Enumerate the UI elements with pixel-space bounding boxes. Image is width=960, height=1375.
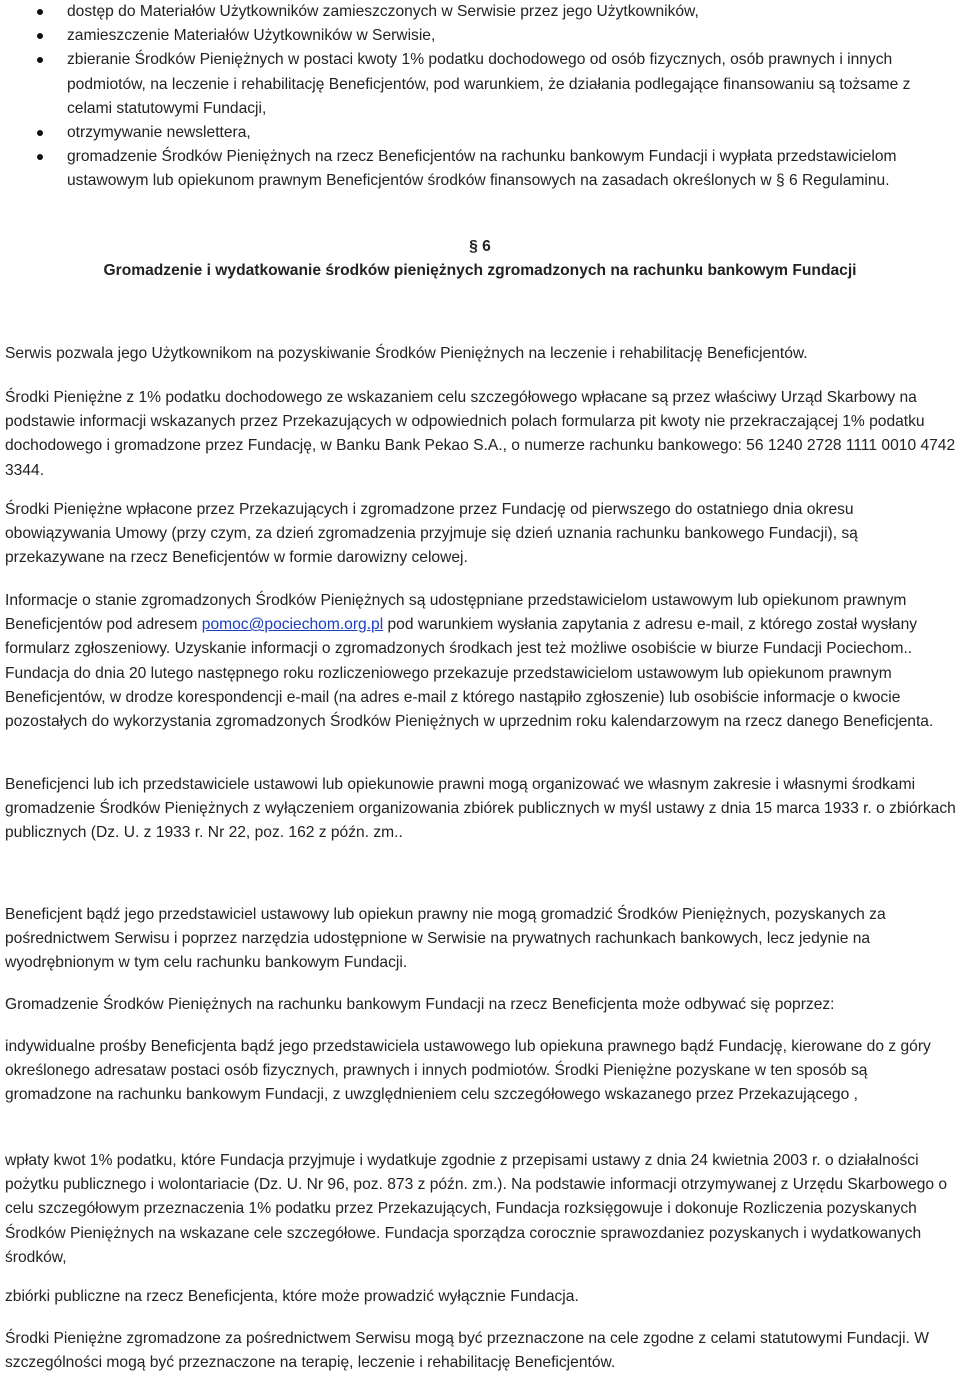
paragraph-4-text-end: pod warunkiem wysłania zapytania z adresu e-mail, z którego został wysłany formularz zgłoszeniowy. Uzyskanie informacji o zgromadzonych środkach jest też możliwe osobiście w biurze Fundacji Pociechom.. Fundacja do dnia 20 lutego następnego roku rozliczeniowego przekazuje przedstawicielom ustawowym lub opiekunom prawnym Beneficjentów, w drodze korespondencji e-mail (na adres e-mail z którego nastąpiło zgłoszenie) lub osobiście informacje o kwocie pozostałych do wykorzystania zgromadzonych Środków Pieniężnych w uprzednim roku kalendarzowym na rzecz danego Beneficjenta.	[5, 616, 934, 731]
paragraph-8: indywidualne prośby Beneficjenta bądź jego przedstawiciela ustawowego lub opiekuna prawnego bądź Fundację, kierowane do z góry określonego adresataw postaci osób fizycznych, prawnych i innych podmiotów. Środki Pieniężne pozyskane w ten sposób są gromadzone na rachunku bankowym Fundacji, z uwzględnieniem celu szczegółowego wskazanego przez Przekazującego ,	[5, 1038, 931, 1104]
paragraph-10: zbiórki publiczne na rzecz Beneficjenta, które może prowadzić wyłącznie Fundacja.	[5, 1288, 579, 1305]
bullet-item: otrzymywanie newslettera,	[0, 121, 960, 145]
email-link[interactable]: pomoc@pociechom.org.pl	[201, 616, 384, 634]
section-title: Gromadzenie i wydatkowanie środków pieniężnych zgromadzonych na rachunku bankowym Fundacji	[103, 262, 857, 279]
paragraph-2: Środki Pieniężne z 1% podatku dochodowego ze wskazaniem celu szczegółowego wpłacane są przez właściwy Urząd Skarbowy na podstawie informacji wskazanych przez Przekazujących w odpowiednich polach formularza pit kwoty nie przekraczającej 1% podatku dochodowego i gromadzone przez Fundację, w Banku Bank Pekao S.A., o numerze rachunku bankowego: 56 1240 2728 1111 0010 4742 3344.	[5, 389, 956, 479]
section-number: § 6	[469, 238, 491, 255]
paragraph-7: Gromadzenie Środków Pieniężnych na rachunku bankowym Fundacji na rzecz Beneficjenta może odbywać się poprzez:	[5, 996, 835, 1013]
paragraph-11: Środki Pieniężne zgromadzone za pośrednictwem Serwisu mogą być przeznaczone na cele zgodne z celami statutowymi Fundacji. W szczególności mogą być przeznaczone na terapię, leczenie i rehabilitację Beneficjentów.	[5, 1330, 929, 1372]
paragraph-4	[5, 589, 957, 734]
bullet-list	[0, 0, 960, 194]
paragraph-6: Beneficjent bądź jego przedstawiciel ustawowy lub opiekun prawny nie mogą gromadzić Środków Pieniężnych, pozyskanych za pośrednictwem Serwisu i poprzez narzędzia udostępnione w Serwisie na prywatnych rachunkach bankowych, lecz jedynie na wyodrębnionym w tym celu rachunku bankowym Fundacji.	[5, 906, 886, 972]
paragraph-5: Beneficjenci lub ich przedstawiciele ustawowi lub opiekunowie prawni mogą organizować we własnym zakresie i własnymi środkami gromadzenie Środków Pieniężnych z wyłączeniem organizowania zbiórek publicznych w myśl ustawy z dnia 15 marca 1933 r. o zbiórkach publicznych (Dz. U. z 1933 r. Nr 22, poz. 162 z późn. zm..	[5, 776, 956, 842]
bullet-item: dostęp do Materiałów Użytkowników zamieszczonych w Serwisie przez jego Użytkowników,	[0, 0, 960, 24]
paragraph-9: wpłaty kwot 1% podatku, które Fundacja przyjmuje i wydatkuje zgodnie z przepisami ustawy z dnia 24 kwietnia 2003 r. o działalności pożytku publicznego i wolontariacie (Dz. U. Nr 96, poz. 873 z późn. zm.). Na podstawie informacji otrzymywanej z Urzędu Skarbowego o celu szczegółowym przeznaczenia 1% podatku przez Przekazujących, Fundacja rozksięgowuje i dokonuje Rozliczenia pozyskanych Środków Pieniężnych na wskazane cele szczegółowe. Fundacja sporządza corocznie sprawozdaniez pozyskanych i wydatkowanych środków,	[5, 1152, 948, 1266]
bullet-item: zbieranie Środków Pieniężnych w postaci kwoty 1% podatku dochodowego od osób fizycznych, osób prawnych i innych podmiotów, na leczenie i rehabilitację Beneficjentów, pod warunkiem, że działania podlegające finansowaniu są tożsame z celami statutowymi Fundacji,	[0, 48, 960, 121]
paragraph-3: Środki Pieniężne wpłacone przez Przekazujących i zgromadzone przez Fundację od pierwszego do ostatniego dnia okresu obowiązywania Umowy (przy czym, za dzień zgromadzenia przyjmuje się dzień uznania rachunku bankowego Fundacji), są przekazywane na rzecz Beneficjentów w formie darowizny celowej.	[5, 501, 858, 567]
paragraph-1: Serwis pozwala jego Użytkownikom na pozyskiwanie Środków Pieniężnych na leczenie i rehabilitację Beneficjentów.	[5, 345, 808, 362]
bullet-item: gromadzenie Środków Pieniężnych na rzecz Beneficjentów na rachunku bankowym Fundacji i wypłata przedstawicielom ustawowym lub opiekunom prawnym Beneficjentów środków finansowych na zasadach określonych w § 6 Regulaminu.	[0, 145, 960, 193]
bullet-item: zamieszczenie Materiałów Użytkowników w Serwisie,	[0, 24, 960, 48]
paragraph-4-text-start: Informacje o stanie zgromadzonych Środków Pieniężnych są udostępniane przedstawicielom ustawowym lub opiekunom prawnym Beneficjentów pod adresem	[5, 592, 907, 634]
